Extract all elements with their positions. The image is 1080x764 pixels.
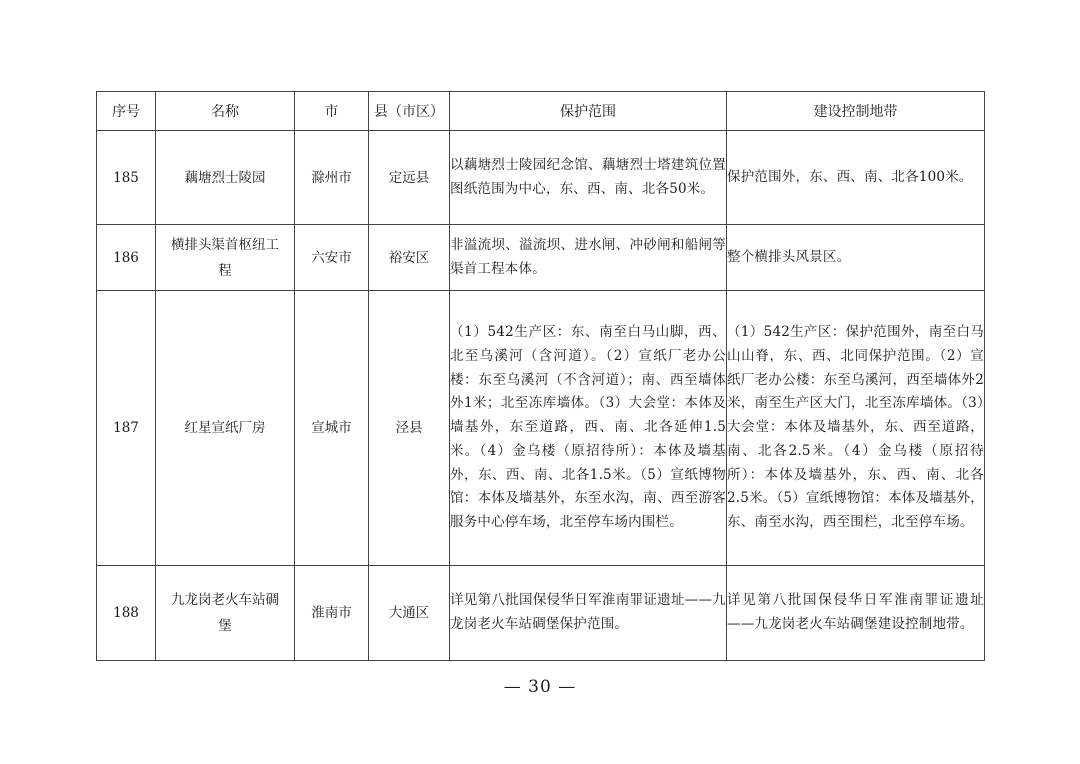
cell-control-zone: 保护范围外，东、西、南、北各100米。 bbox=[727, 131, 985, 225]
cell-name: 横排头渠首枢纽工程 bbox=[156, 225, 295, 291]
header-name: 名称 bbox=[156, 92, 295, 131]
cell-number: 186 bbox=[97, 225, 156, 291]
cell-control-zone: 整个横排头风景区。 bbox=[727, 225, 985, 291]
table-header-row bbox=[97, 92, 985, 131]
cell-protection-scope: （1）542生产区：东、南至白马山脚，西、北至乌溪河（含河道）。（2）宣纸厂老办公楼：东至乌溪河（不含河道）；南、西至墙体外1米；北至冻库墙体。（3）大会堂：本体及墙基外，东至道路，西、南、北各延伸1.5米。（4）金乌楼（原招待所）：本体及墙基外，东、西、南、北各1.5米。（5）宣纸博物馆：本体及墙基外，东至水沟，南、西至游客服务中心停车场，北至停车场内围栏。 bbox=[450, 291, 727, 566]
header-city: 市 bbox=[295, 92, 369, 131]
cell-county: 裕安区 bbox=[369, 225, 450, 291]
cell-city: 宣城市 bbox=[295, 291, 369, 566]
cell-county: 泾县 bbox=[369, 291, 450, 566]
cell-protection-scope: 非溢流坝、溢流坝、进水闸、冲砂闸和船闸等渠首工程本体。 bbox=[450, 225, 727, 291]
cell-name: 红星宣纸厂房 bbox=[156, 291, 295, 566]
cell-city: 六安市 bbox=[295, 225, 369, 291]
cell-number: 185 bbox=[97, 131, 156, 225]
table-row bbox=[97, 566, 985, 661]
cell-county: 大通区 bbox=[369, 566, 450, 661]
cell-number: 187 bbox=[97, 291, 156, 566]
table-row bbox=[97, 131, 985, 225]
header-protection-scope: 保护范围 bbox=[450, 92, 727, 131]
cell-county: 定远县 bbox=[369, 131, 450, 225]
cell-name: 藕塘烈士陵园 bbox=[156, 131, 295, 225]
cell-protection-scope: 详见第八批国保侵华日军淮南罪证遗址——九龙岗老火车站碉堡保护范围。 bbox=[450, 566, 727, 661]
table-row bbox=[97, 225, 985, 291]
cell-number: 188 bbox=[97, 566, 156, 661]
cell-protection-scope: 以藕塘烈士陵园纪念馆、藕塘烈士塔建筑位置图纸范围为中心，东、西、南、北各50米。 bbox=[450, 131, 727, 225]
header-control-zone: 建设控制地带 bbox=[727, 92, 985, 131]
table-row bbox=[97, 291, 985, 566]
cell-control-zone: （1）542生产区：保护范围外，南至白马山山脊，东、西、北同保护范围。（2）宣纸厂老办公楼：东至乌溪河，西至墙体外2米，南至生产区大门，北至冻库墙体。（3）大会堂：本体及墙基外，东、西至道路，南、北各2.5米。（4）金乌楼（原招待所）：本体及墙基外，东、西、南、北各2.5米。（5）宣纸博物馆：本体及墙基外，东、南至水沟，西至围栏，北至停车场。 bbox=[727, 291, 985, 566]
cell-name: 九龙岗老火车站碉堡 bbox=[156, 566, 295, 661]
cell-control-zone: 详见第八批国保侵华日军淮南罪证遗址——九龙岗老火车站碉堡建设控制地带。 bbox=[727, 566, 985, 661]
cell-city: 淮南市 bbox=[295, 566, 369, 661]
page-number: — 30 — bbox=[503, 677, 577, 697]
header-number: 序号 bbox=[97, 92, 156, 131]
heritage-sites-table bbox=[96, 91, 985, 661]
cell-city: 滁州市 bbox=[295, 131, 369, 225]
header-county: 县（市区） bbox=[369, 92, 450, 131]
